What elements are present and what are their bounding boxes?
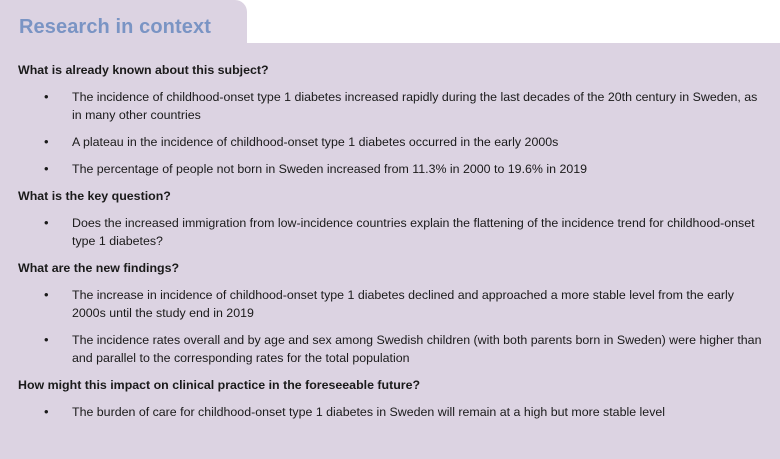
- list-item: [18, 286, 762, 322]
- list-item-text: The incidence of childhood-onset type 1 diabetes increased rapidly during the last decades of the 20th century in Sweden, as in many other countries: [72, 90, 758, 122]
- bullet-icon: •: [44, 134, 49, 149]
- bullet-list: [18, 403, 762, 421]
- section-known: [18, 61, 762, 178]
- section-key-question: [18, 187, 762, 250]
- bullet-icon: •: [44, 404, 49, 419]
- list-item-text: The burden of care for childhood-onset type 1 diabetes in Sweden will remain at a high but more stable level: [72, 405, 666, 419]
- list-item: [18, 133, 762, 151]
- list-item: [18, 403, 762, 421]
- section-new-findings: [18, 259, 762, 367]
- bullet-icon: •: [44, 161, 49, 176]
- bullet-icon: •: [44, 215, 49, 230]
- bullet-icon: •: [44, 287, 49, 302]
- research-in-context-box: [0, 43, 780, 459]
- list-item-text: The percentage of people not born in Sweden increased from 11.3% in 2000 to 19.6% in 2019: [72, 162, 588, 176]
- bullet-list: [18, 286, 762, 367]
- section-heading: What is the key question?: [18, 189, 171, 203]
- section-heading: What are the new findings?: [18, 261, 180, 275]
- list-item-text: A plateau in the incidence of childhood-onset type 1 diabetes occurred in the early 2000s: [72, 135, 559, 149]
- list-item-text: The incidence rates overall and by age and sex among Swedish children (with both parents born in Sweden) were higher than and parallel to the corresponding rates for the total population: [72, 333, 762, 365]
- bullet-icon: •: [44, 332, 49, 347]
- bullet-list: [18, 88, 762, 178]
- list-item: [18, 160, 762, 178]
- list-item: [18, 88, 762, 124]
- list-item-text: Does the increased immigration from low-incidence countries explain the flattening of the incidence trend for childhood-onset type 1 diabetes?: [72, 216, 755, 248]
- bullet-list: [18, 214, 762, 250]
- list-item: [18, 331, 762, 367]
- list-item: [18, 214, 762, 250]
- box-title: Research in context: [19, 16, 211, 38]
- section-heading: What is already known about this subject?: [18, 63, 269, 77]
- section-clinical-impact: [18, 376, 762, 421]
- list-item-text: The increase in incidence of childhood-onset type 1 diabetes declined and approached a more stable level from the early 2000s until the study end in 2019: [72, 288, 734, 320]
- section-heading: How might this impact on clinical practice in the foreseeable future?: [18, 378, 421, 392]
- bullet-icon: •: [44, 89, 49, 104]
